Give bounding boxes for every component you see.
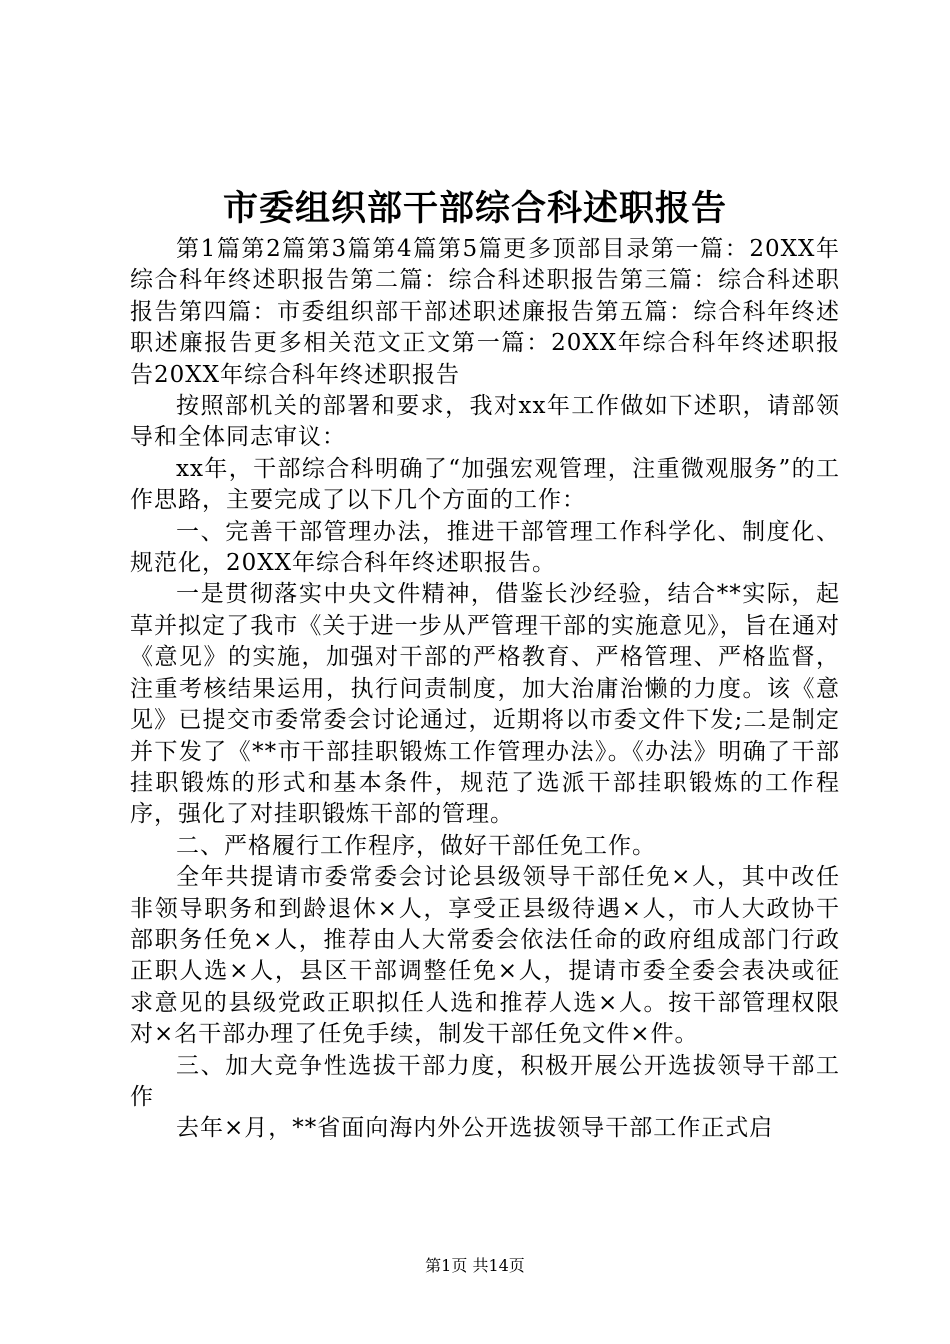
- paragraph-section-3-body: 去年×月，**省面向海内外公开选拔领导干部工作正式启: [176, 1115, 774, 1142]
- paragraph-overview: xx年，干部综合科明确了“加强宏观管理，注重微观服务”的工作思路，主要完成了以下几个方面的工作：: [130, 455, 840, 514]
- paragraph-intro: 按照部机关的部署和要求，我对xx年工作做如下述职，请部领导和全体同志审议：: [130, 393, 840, 451]
- section-heading-1: 一、完善干部管理办法，推进干部管理工作科学化、制度化、规范化，20XX年综合科年终述职报告。: [130, 518, 840, 577]
- section-heading-2: 二、严格履行工作程序，做好干部任免工作。: [176, 832, 656, 859]
- page-footer: 第1页 共14页: [425, 1256, 525, 1275]
- paragraph-section-2-body: 全年共提请市委常委会讨论县级领导干部任免×人，其中改任非领导职务和到龄退休×人，享受正县级待遇×人，市人大政协干部职务任免×人，推荐由人大常委会依法任命的政府组成部门行政正职人选×人，县区干部调整任免×人，提请市委全委会表决或征求意见的县级党政正职拟任人选和推荐人选×人。按干部管理权限对×名干部办理了任免手续，制发干部任免文件×件。: [130, 864, 840, 1048]
- document-body: [130, 234, 840, 1145]
- document-title: 市委组织部干部综合科述职报告: [222, 188, 727, 229]
- paragraph-table-of-contents: 第1篇第2篇第3篇第4篇第5篇更多顶部目录第一篇：20XX年综合科年终述职报告第二篇：综合科述职报告第三篇：综合科述职报告第四篇：市委组织部干部述职述廉报告第五篇：综合科年终述职述廉报告更多相关范文正文第一篇：20XX年综合科年终述职报告20XX年综合科年终述职报告: [130, 236, 840, 388]
- paragraph-section-1-body: 一是贯彻落实中央文件精神，借鉴长沙经验，结合**实际，起草并拟定了我市《关于进一步从严管理干部的实施意见》，旨在通对《意见》的实施，加强对干部的严格教育、严格管理、严格监督，注重考核结果运用，执行问责制度，加大治庸治懒的力度。该《意见》已提交市委常委会讨论通过，近期将以市委文件下发;二是制定并下发了《**市干部挂职锻炼工作管理办法》。《办法》明确了干部挂职锻炼的形式和基本条件，规范了选派干部挂职锻炼的工作程序，强化了对挂职锻炼干部的管理。: [130, 581, 840, 828]
- section-heading-3: 三、加大竞争性选拔干部力度，积极开展公开选拔领导干部工作: [130, 1052, 840, 1110]
